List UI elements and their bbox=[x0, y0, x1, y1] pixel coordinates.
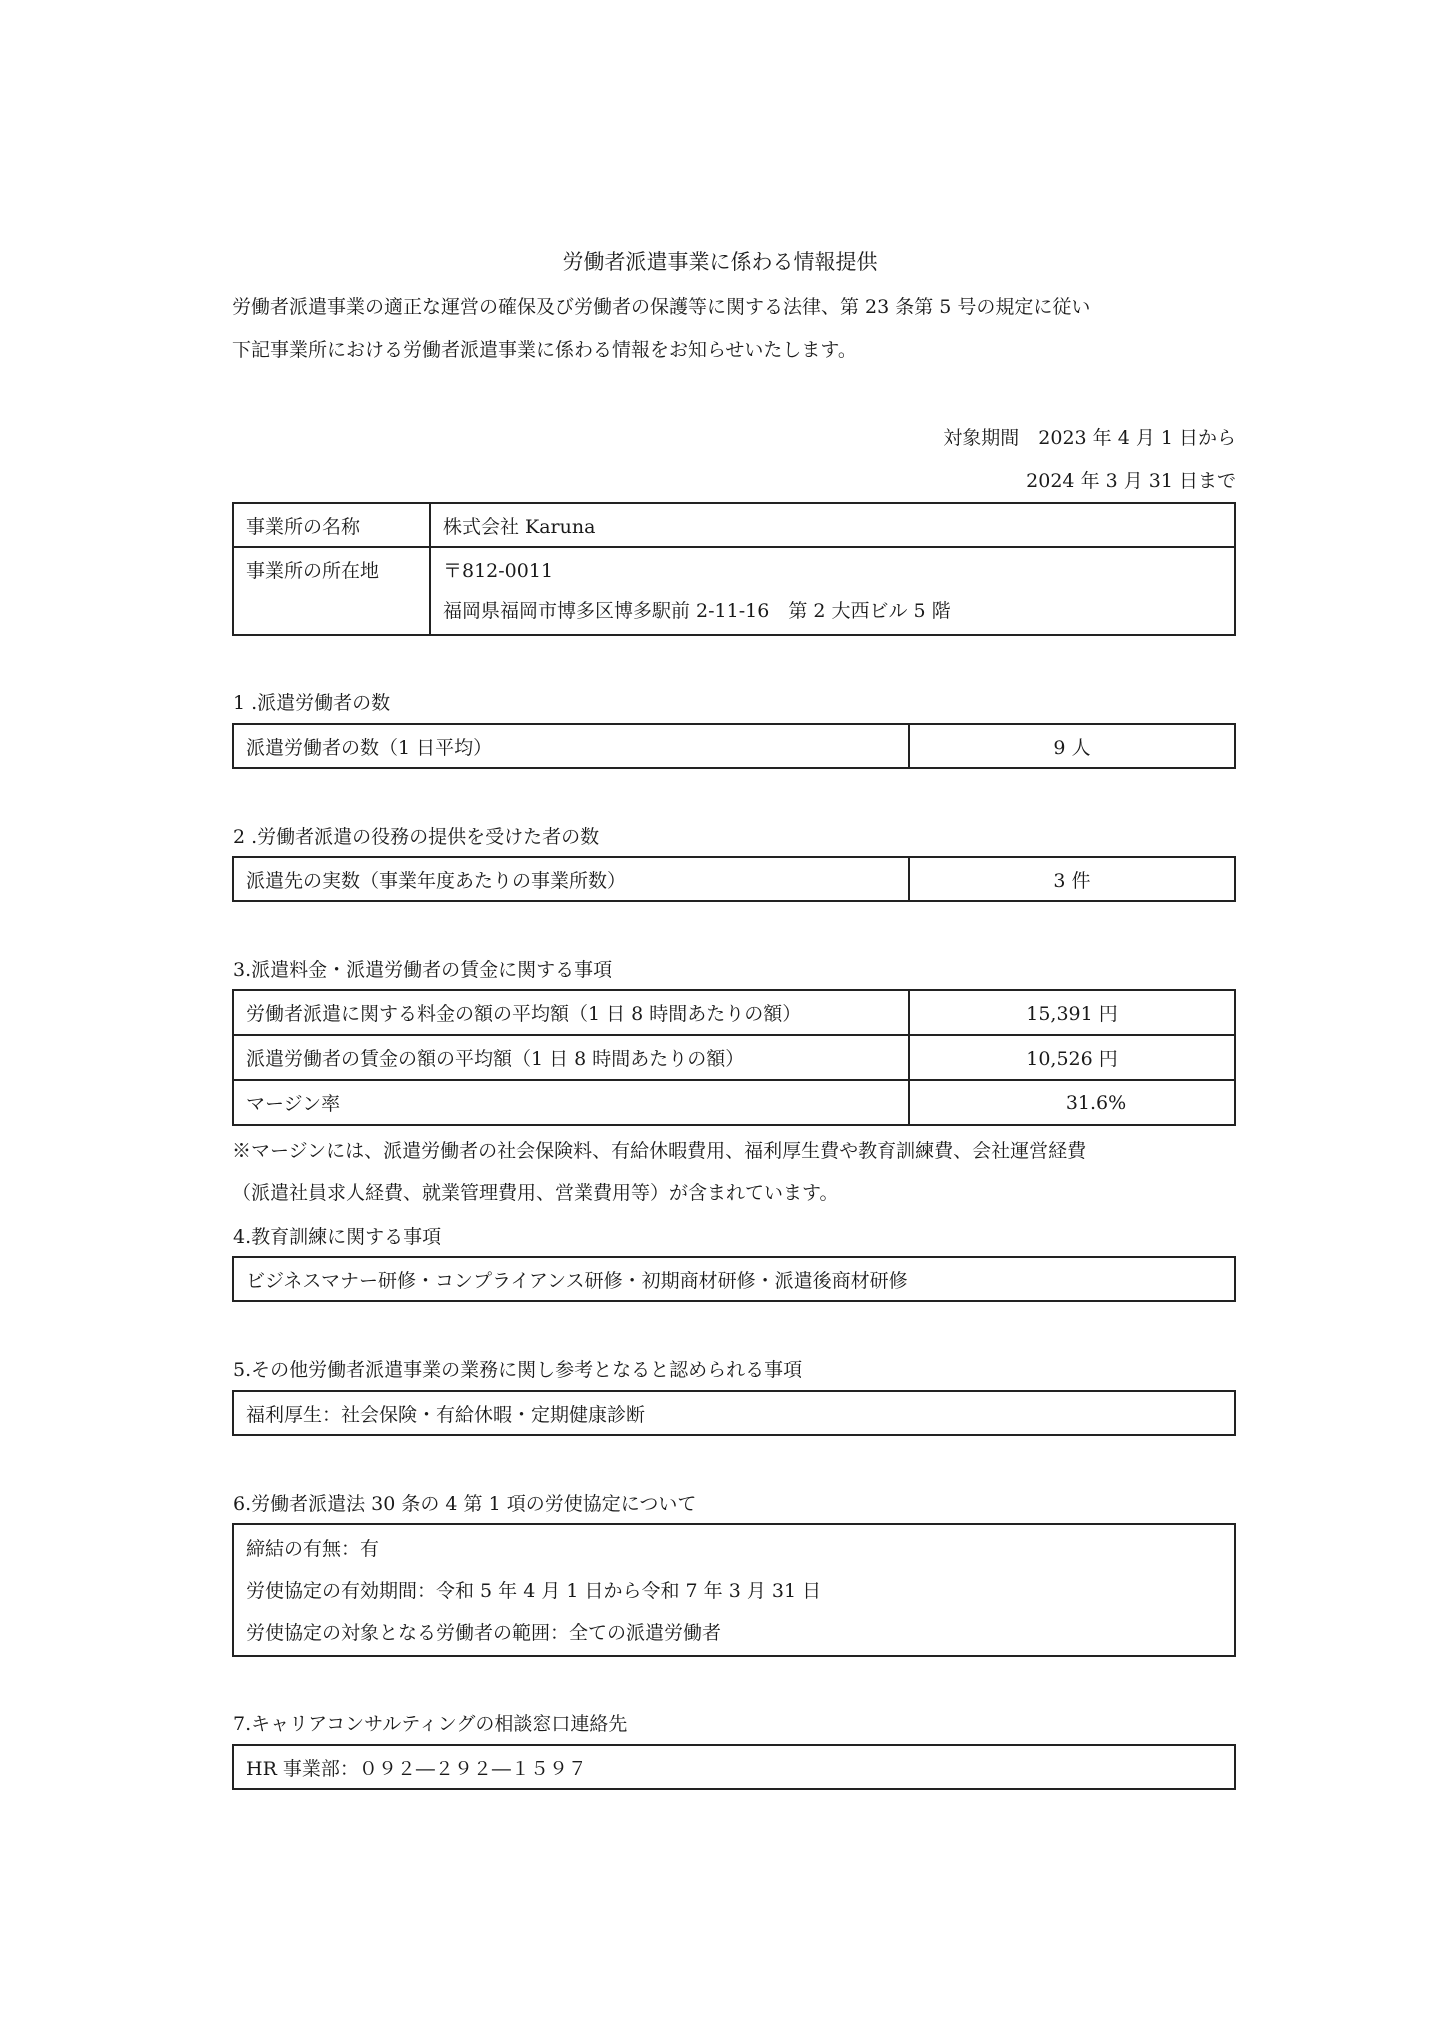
worker-count-label: 派遣労働者の数（1 日平均） bbox=[233, 724, 909, 768]
section-1-heading: 1 .派遣労働者の数 bbox=[233, 692, 391, 714]
intro-line-1: 労働者派遣事業の適正な運営の確保及び労働者の保護等に関する法律、第 23 条第 5 号の規定に従い bbox=[232, 296, 1091, 318]
agreement-period: 労使協定の有効期間：令和 5 年 4 月 1 日から令和 7 年 3 月 31 日 bbox=[246, 1580, 822, 1602]
section-2-table bbox=[232, 856, 1236, 902]
section-5-table bbox=[232, 1390, 1236, 1436]
table-row bbox=[233, 503, 1235, 547]
page-title: 労働者派遣事業に係わる情報提供 bbox=[562, 250, 878, 274]
section-6-heading: 6.労働者派遣法 30 条の 4 第 1 項の労使協定について bbox=[233, 1493, 697, 1515]
section-3-heading: 3.派遣料金・派遣労働者の賃金に関する事項 bbox=[233, 959, 613, 981]
period-from: 対象期間 2023 年 4 月 1 日から bbox=[943, 427, 1236, 449]
agreement-cell bbox=[233, 1524, 1235, 1656]
worker-count-value: 9 人 bbox=[909, 724, 1235, 768]
fee-average-label: 労働者派遣に関する料金の額の平均額（1 日 8 時間あたりの額） bbox=[233, 990, 909, 1035]
agreement-concluded: 締結の有無：有 bbox=[246, 1538, 380, 1560]
agreement-scope: 労使協定の対象となる労働者の範囲：全ての派遣労働者 bbox=[246, 1622, 722, 1644]
table-row bbox=[233, 1257, 1235, 1301]
intro-line-2: 下記事業所における労働者派遣事業に係わる情報をお知らせいたします。 bbox=[232, 339, 857, 361]
margin-note-line-1: ※マージンには、派遣労働者の社会保険料、有給休暇費用、福利厚生費や教育訓練費、会社運営経費 bbox=[232, 1140, 1087, 1162]
office-address: 福岡県福岡市博多区博多駅前 2-11-16 第 2 大西ビル 5 階 bbox=[443, 600, 951, 622]
section-6-table bbox=[232, 1523, 1236, 1657]
client-count-value: 3 件 bbox=[909, 857, 1235, 901]
table-row bbox=[233, 1745, 1235, 1789]
table-row bbox=[233, 1035, 1235, 1080]
wage-average-label: 派遣労働者の賃金の額の平均額（1 日 8 時間あたりの額） bbox=[233, 1035, 909, 1080]
office-name-label: 事業所の名称 bbox=[233, 503, 430, 547]
client-count-label: 派遣先の実数（事業年度あたりの事業所数） bbox=[233, 857, 909, 901]
margin-rate-value: 31.6% bbox=[909, 1080, 1235, 1125]
table-row bbox=[233, 1391, 1235, 1435]
training-content: ビジネスマナー研修・コンプライアンス研修・初期商材研修・派遣後商材研修 bbox=[233, 1257, 1235, 1301]
section-1-table bbox=[232, 723, 1236, 769]
contact-content: HR 事業部：０９２―２９２―１５９７ bbox=[233, 1745, 1235, 1789]
office-postal: 〒812‐0011 bbox=[443, 560, 554, 582]
office-address-label: 事業所の所在地 bbox=[233, 547, 430, 635]
section-4-heading: 4.教育訓練に関する事項 bbox=[233, 1226, 442, 1248]
period-to: 2024 年 3 月 31 日まで bbox=[1026, 470, 1236, 492]
margin-rate-label: マージン率 bbox=[233, 1080, 909, 1125]
office-table bbox=[232, 502, 1236, 636]
fee-average-value: 15,391 円 bbox=[909, 990, 1235, 1035]
welfare-content: 福利厚生：社会保険・有給休暇・定期健康診断 bbox=[233, 1391, 1235, 1435]
wage-average-value: 10,526 円 bbox=[909, 1035, 1235, 1080]
margin-note-line-2: （派遣社員求人経費、就業管理費用、営業費用等）が含まれています。 bbox=[232, 1182, 839, 1204]
table-row bbox=[233, 990, 1235, 1035]
section-4-table bbox=[232, 1256, 1236, 1302]
table-row bbox=[233, 1080, 1235, 1125]
office-name-value: 株式会社 Karuna bbox=[430, 503, 1235, 547]
office-address-cell bbox=[430, 547, 1235, 635]
section-3-table bbox=[232, 989, 1236, 1126]
section-7-table bbox=[232, 1744, 1236, 1790]
section-7-heading: 7.キャリアコンサルティングの相談窓口連絡先 bbox=[233, 1713, 628, 1735]
table-row bbox=[233, 547, 1235, 635]
section-5-heading: 5.その他労働者派遣事業の業務に関し参考となると認められる事項 bbox=[233, 1359, 803, 1381]
section-2-heading: 2 .労働者派遣の役務の提供を受けた者の数 bbox=[233, 826, 600, 848]
table-row bbox=[233, 724, 1235, 768]
table-row bbox=[233, 857, 1235, 901]
table-row bbox=[233, 1524, 1235, 1656]
